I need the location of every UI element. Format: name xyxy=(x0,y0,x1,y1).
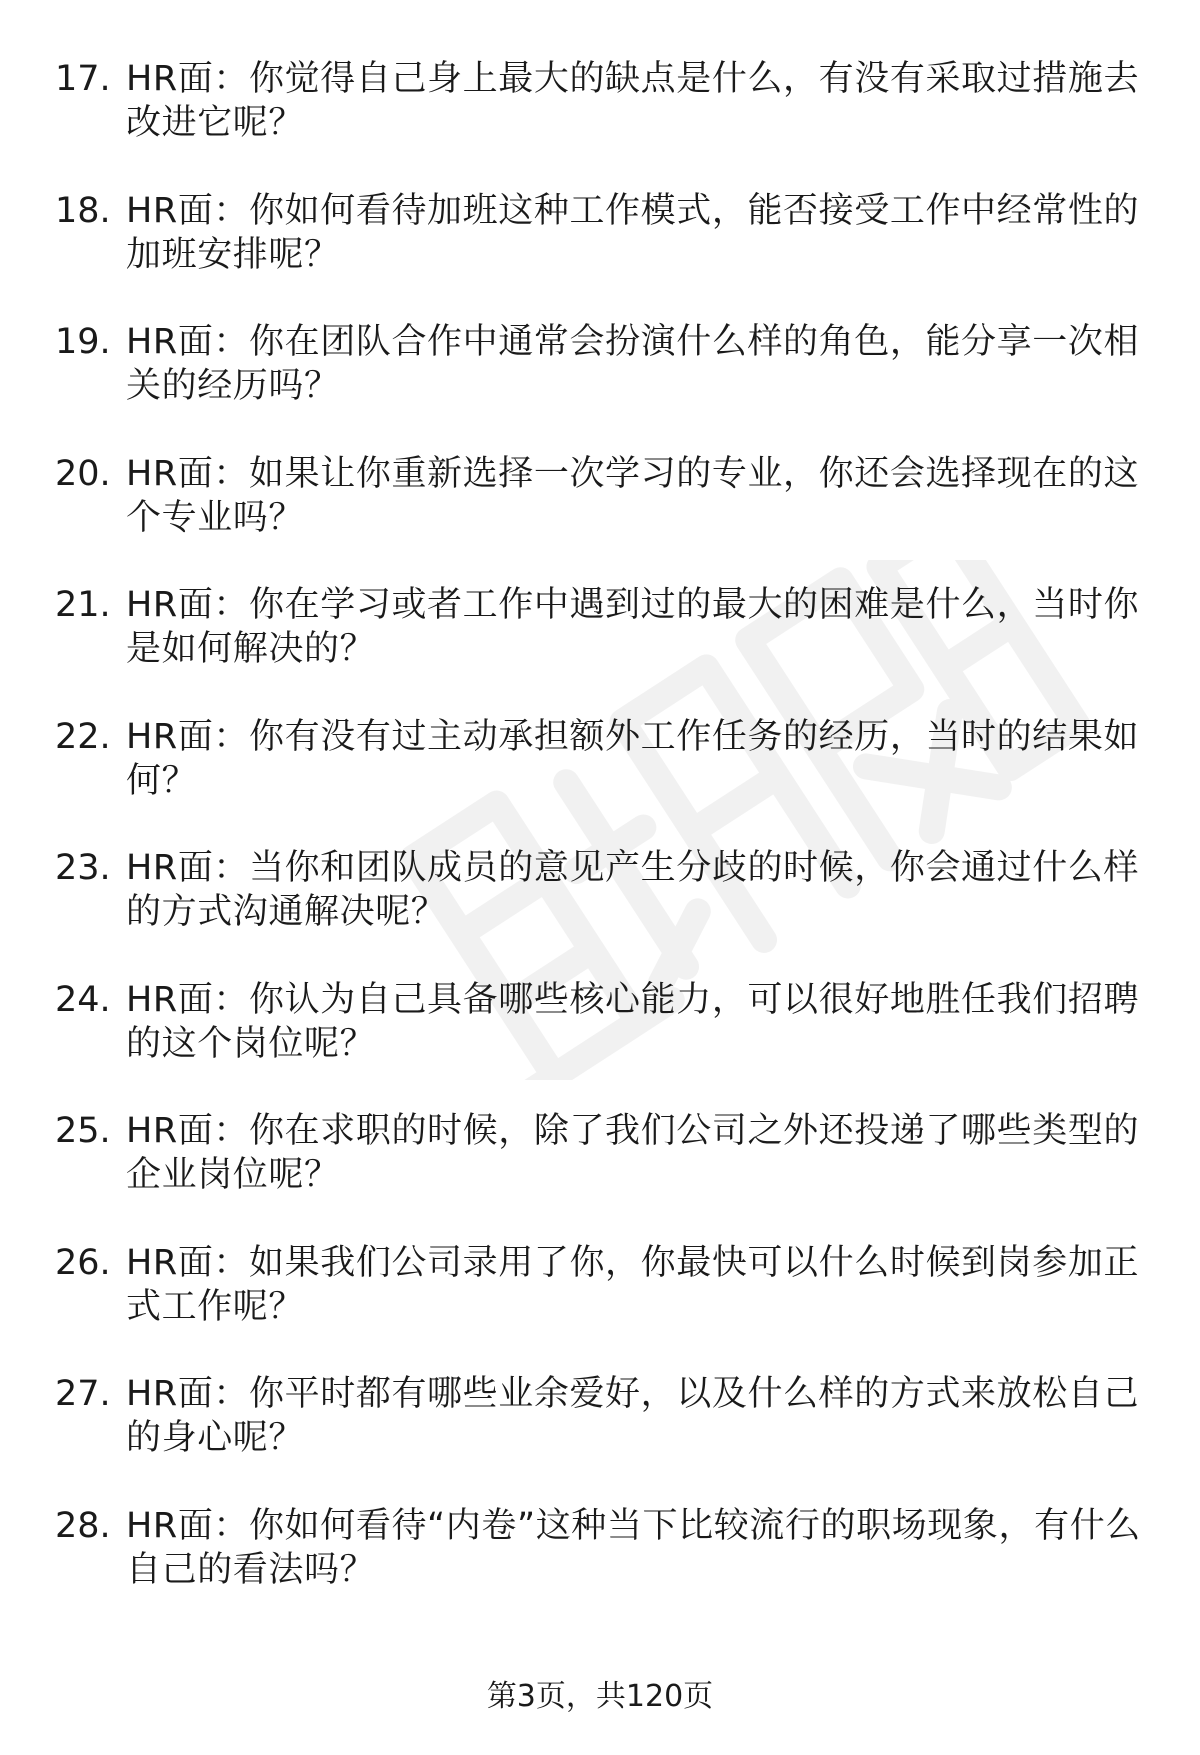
page-footer: 第3页，共120页 xyxy=(486,1679,714,1714)
question-item xyxy=(0,1372,1200,1504)
question-text: HR面：你在求职的时候，除了我们公司之外还投递了哪些类型的企业岗位呢？ xyxy=(126,1111,1140,1195)
question-item xyxy=(0,1109,1200,1241)
question-list xyxy=(0,57,1200,1635)
question-item xyxy=(0,57,1200,189)
question-item xyxy=(0,189,1200,321)
question-item xyxy=(0,715,1200,847)
question-item xyxy=(0,583,1200,715)
question-text: HR面：你觉得自己身上最大的缺点是什么，有没有采取过措施去改进它呢？ xyxy=(126,59,1140,143)
question-text: HR面：如果我们公司录用了你，你最快可以什么时候到岗参加正式工作呢？ xyxy=(126,1242,1140,1327)
question-number: 18. xyxy=(55,190,111,231)
question-item xyxy=(0,1504,1200,1636)
question-text: HR面：你认为自己具备哪些核心能力，可以很好地胜任我们招聘的这个岗位呢？ xyxy=(126,979,1140,1064)
question-number: 28. xyxy=(55,1505,111,1546)
question-number: 26. xyxy=(55,1242,111,1283)
question-number: 23. xyxy=(55,848,111,888)
question-number: 24. xyxy=(55,979,111,1020)
question-text: HR面：你在学习或者工作中遇到过的最大的困难是什么，当时你是如何解决的？ xyxy=(126,585,1140,669)
question-number: 17. xyxy=(55,59,111,99)
question-text: HR面：你有没有过主动承担额外工作任务的经历，当时的结果如何？ xyxy=(126,716,1140,801)
question-item xyxy=(0,452,1200,584)
question-text: HR面：你平时都有哪些业余爱好，以及什么样的方式来放松自己的身心呢？ xyxy=(126,1374,1140,1458)
question-text: HR面：你在团队合作中通常会扮演什么样的角色，能分享一次相关的经历吗？ xyxy=(126,322,1140,406)
question-number: 19. xyxy=(55,322,111,362)
question-item xyxy=(0,978,1200,1110)
question-number: 20. xyxy=(55,453,111,494)
question-number: 21. xyxy=(55,585,111,625)
question-text: HR面：你如何看待加班这种工作模式，能否接受工作中经常性的加班安排呢？ xyxy=(126,190,1140,275)
question-text: HR面：如果让你重新选择一次学习的专业，你还会选择现在的这个专业吗？ xyxy=(126,453,1140,538)
question-item xyxy=(0,320,1200,452)
question-number: 27. xyxy=(55,1374,111,1414)
question-number: 25. xyxy=(55,1111,111,1151)
question-item xyxy=(0,846,1200,978)
question-text: HR面：当你和团队成员的意见产生分歧的时候，你会通过什么样的方式沟通解决呢？ xyxy=(126,848,1140,932)
question-number: 22. xyxy=(55,716,111,757)
question-item xyxy=(0,1241,1200,1373)
question-text: HR面：你如何看待“内卷”这种当下比较流行的职场现象，有什么自己的看法吗？ xyxy=(126,1505,1141,1590)
